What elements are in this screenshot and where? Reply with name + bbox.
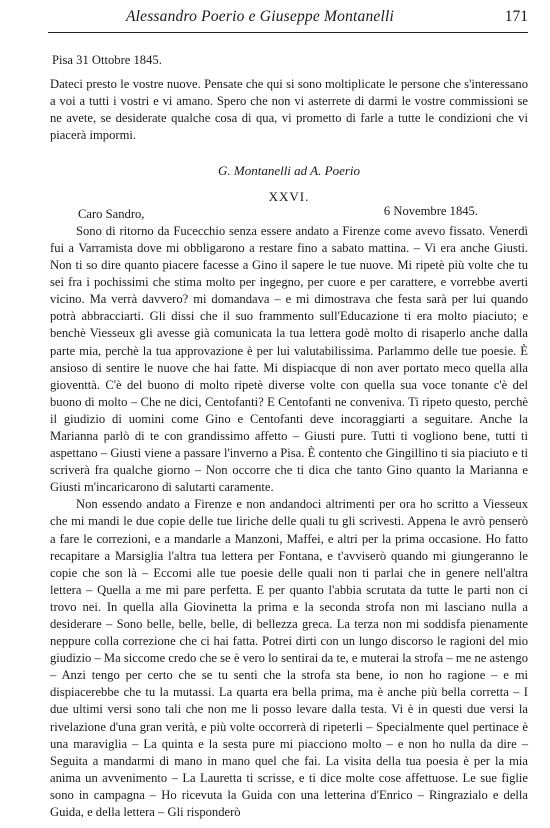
- running-head: Alessandro Poerio e Giuseppe Montanelli: [125, 8, 395, 25]
- letter-paragraph-2: Non essendo andato a Firenze e non andandoci altrimenti per ora ho scritto a Viesseux che mi mandi le due copie delle tue liriche delle quali tu gli scrivesti. Appena le avrò penserò a fare le correzioni, e a mandarle a Manzoni, Maffei, e altri per la prima occasione. Ho fatto recapitare a Marsiglia l'altra tua lettera per Fontana, e t'avviserò quando mi giungeranno le copie che son là – Eccomi alle tue poesie delle quali non ti parlai che in genere nell'altra lettera – Quella a me mi pare perfetta. E per quanto l'abbia scrutata da tutte le parti non ci trovo nei. In quella alla Giovinetta la prima e la seconda strofa non mi lasciano nulla a desiderare – Sono belle, belle, belle, di bellezza greca. La terza non mi soddisfa pienamente neppure colla correzione che ci hai fatta. Potrei dirti con un lungo discorso le ragioni del mio giudizio – Ma siccome credo che se è vero lo sentirai da te, e muterai la strofa – me ne astengo – Anzi tengo per certo che se tu senti che la strofa sta bene, io non ho ragione – e mi dispiacerebbe che tu la mutassi. La quarta era bella prima, ma è anche più bella corretta – I due ultimi versi sono tali che non me li posso levare dalla testa. Vi è in questi due versi la rivelazione d'una gran verità, e più volte occorrerà di ripeterli – Specialmente quel pertinace è una maraviglia – La quinta e la sesta pure mi piacciono molto – e non ho nulla da dire – Seguita a mandarmi di mano in mano quel che fai. La visita della tua poesia è per la mia anima un avvenimento – La Lauretta ti scrisse, e ti dice molte cose affettuose. Le sue figlie sono in campagna – Ho ricevuta la Guida con una letterina d'Enrico – Ringrazialo e della Guida, e della lettera – Gli risponderò: [50, 497, 528, 820]
- previous-letter-text: Dateci presto le vostre nuove. Pensate che qui si sono moltiplicate le persone che s'interessano a voi a tutti i vostri e vi amano. Spero che non vi asterrete di darmi le vostre commissioni se ne avete, se desiderate qualche cosa di qua, vi prometto di farle a tutte le condizioni che vi piacerà impormi.: [50, 77, 528, 143]
- letter-paragraph-1: Sono di ritorno da Fucecchio senza essere andato a Firenze come avevo fissato. Venerdì fui a Varramista dove mi obbligarono a restare fino a sabato mattina. – Vi era anche Giusti. Non ti so dire quanto piacere facesse a Gino il sapere le tue nuove. Mi ripetè più volte che tu sei fra i pochissimi che stima molto per ingegno, per cuore e per carattere, e vorrebbe averti vicino. Ma verrà davvero? mi domandava – e mi dimostrava che festa sarà per lui quando potrà abbracciarti. Gli dissi che il suo frammento sull'Educazione ti era molto piaciuto; e benchè Viesseux gli avesse già comunicata la tua lettera godè molto di risaperlo anche dalla parte mia, perchè la tua approvazione è per lui valutabilissima. Parlammo delle tue poesie. È ansioso di sentire le nuove che hai fatte. Mi dispiacque di non aver portato meco quella alla gioventtà. C'è del buono di molto ripetè diverse volte con quella sua voce tonante c'è del buono di molto – Che ne dici, Centofanti? E Centofanti ne conveniva. Ti ripeto questo, perchè il giudizio di uomini come Gino e Centofanti deve incoraggiarti a seguitare. Anche la Marianna parlò di te con grandissimo affetto – Giusti pure. Tutti ti vogliono bene, tutti ti aspettano – Giusti viene a passare l'inverno a Pisa. È contento che Gingillino ti sia piaciuto e ti scriverà fra qualche giorno – Non occorre che ti dica che tanto Gino quanto la Marianna e Giusti m'incaricarono di salutarti caramente.: [50, 223, 528, 495]
- letter-heading: G. Montanelli ad A. Poerio: [217, 163, 361, 179]
- letter-salutation: Caro Sandro,: [78, 206, 145, 221]
- letter-number: XXVI.: [268, 188, 310, 204]
- section-gap: [50, 144, 528, 162]
- previous-letter-dateline: Pisa 31 Ottobre 1845.: [52, 53, 162, 67]
- page-header: [48, 8, 528, 33]
- letter-date: 6 Novembre 1845.: [383, 203, 478, 218]
- page-body: [50, 52, 528, 821]
- page-number: 171: [504, 8, 528, 25]
